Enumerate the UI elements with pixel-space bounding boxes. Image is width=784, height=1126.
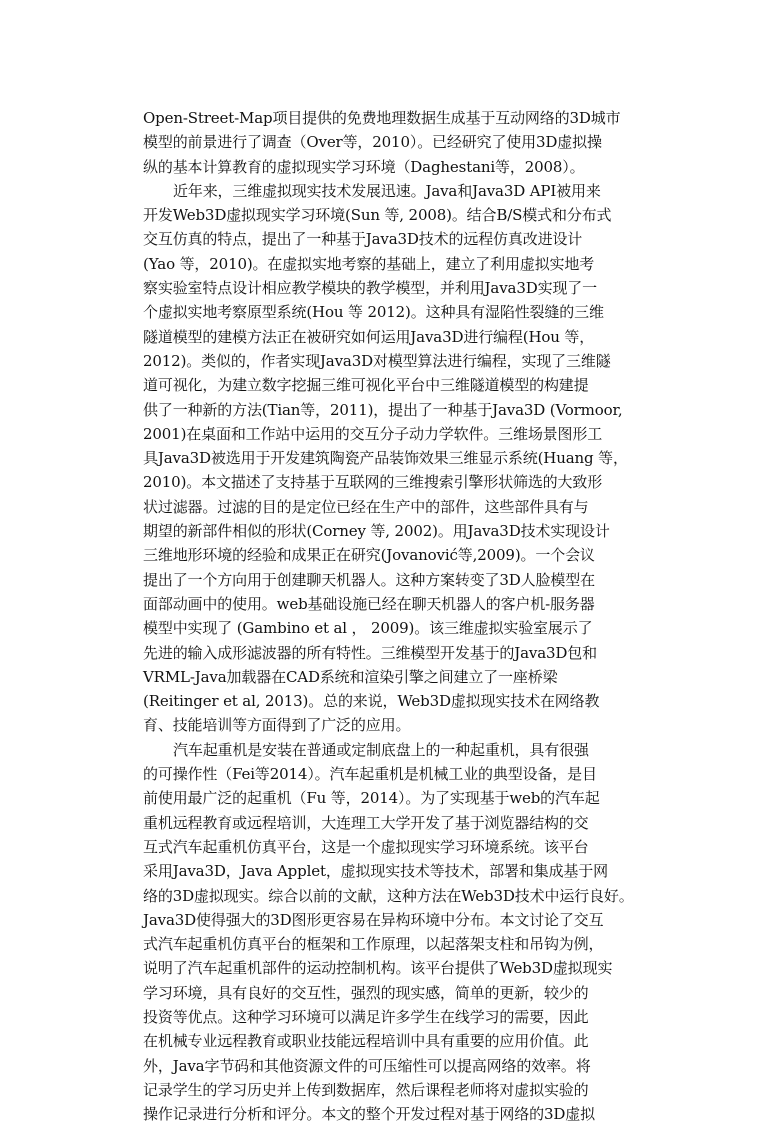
text-line: (Yao 等，2010)。在虚拟实地考察的基础上，建立了利用虚拟实地考 bbox=[143, 254, 595, 273]
paragraph-start-line: 近年来，三维虚拟现实技术发展迅速。Java和Java3D API被用来 bbox=[173, 181, 601, 200]
text-line: 状过滤器。过滤的目的是定位已经在生产中的部件，这些部件具有与 bbox=[143, 497, 589, 516]
text-line: 育、技能培训等方面得到了广泛的应用。 bbox=[143, 716, 411, 735]
text-line: 开发Web3D虚拟现实学习环境(Sun 等, 2008)。结合B/S模式和分布式 bbox=[143, 206, 612, 225]
text-line: VRML-Java加载器在CAD系统和渲染引擎之间建立了一座桥梁 bbox=[143, 667, 558, 686]
text-line: 采用Java3D，Java Applet，虚拟现实技术等技术，部署和集成基于网 bbox=[143, 862, 608, 881]
text-line: 2010)。本文描述了支持基于互联网的三维搜索引擎形状筛选的大致形 bbox=[143, 473, 603, 492]
text-line: 隧道模型的建模方法正在被研究如何运用Java3D进行编程(Hou 等， bbox=[143, 327, 595, 346]
text-line: 面部动画中的使用。web基础设施已经在聊天机器人的客户机-服务器 bbox=[143, 594, 595, 613]
paragraph-start-line: 汽车起重机是安装在普通或定制底盘上的一种起重机，具有很强 bbox=[173, 740, 589, 759]
text-line: 式汽车起重机仿真平台的框架和工作原理，以起落架支柱和吊钩为例， bbox=[143, 935, 604, 954]
text-line: 记录学生的学习历史并上传到数据库，然后课程老师将对虚拟实验的 bbox=[143, 1080, 589, 1099]
text-line: 察实验室特点设计相应教学模块的教学模型，并利用Java3D实现了一 bbox=[143, 279, 597, 298]
text-line: 交互仿真的特点，提出了一种基于Java3D技术的远程仿真改进设计 bbox=[143, 230, 583, 249]
document-page bbox=[143, 106, 663, 1126]
text-line: 提出了一个方向用于创建聊天机器人。这种方案转变了3D人脸模型在 bbox=[143, 570, 595, 589]
text-line: 2012)。类似的，作者实现Java3D对模型算法进行编程，实现了三维隧 bbox=[143, 351, 611, 370]
text-line: Open-Street-Map项目提供的免费地理数据生成基于互动网络的3D城市 bbox=[143, 109, 621, 127]
text-line: 2001)在桌面和工作站中运用的交互分子动力学软件。三维场景图形工 bbox=[143, 424, 603, 443]
text-line: 学习环境，具有良好的交互性，强烈的现实感，简单的更新，较少的 bbox=[143, 983, 589, 1002]
text-line: 的可操作性（Fei等2014）。汽车起重机是机械工业的典型设备，是目 bbox=[143, 765, 597, 784]
text-line: 投资等优点。这种学习环境可以满足许多学生在线学习的需要，因此 bbox=[143, 1007, 589, 1026]
text-line: 操作记录进行分析和评分。本文的整个开发过程对基于网络的3D虚拟 bbox=[143, 1105, 595, 1124]
text-line: 互式汽车起重机仿真平台，这是一个虚拟现实学习环境系统。该平台 bbox=[143, 837, 589, 856]
text-line: 具Java3D被选用于开发建筑陶瓷产品装饰效果三维显示系统(Huang 等， bbox=[143, 449, 628, 468]
text-line: 模型的前景进行了调查（Over等，2010）。已经研究了使用3D虚拟操 bbox=[143, 133, 602, 152]
text-line: 外，Java字节码和其他资源文件的可压缩性可以提高网络的效率。将 bbox=[143, 1056, 591, 1075]
text-line: 道可视化，为建立数字挖掘三维可视化平台中三维隧道模型的构建提 bbox=[143, 376, 589, 395]
text-line: 个虚拟实地考察原型系统(Hou 等 2012)。这种具有湿陷性裂缝的三维 bbox=[143, 303, 604, 322]
text-line: 重机远程教育或远程培训，大连理工大学开发了基于浏览器结构的交 bbox=[143, 813, 589, 832]
text-line: 期望的新部件相似的形状(Corney 等, 2002)。用Java3D技术实现设计 bbox=[143, 522, 610, 541]
text-line: 前使用最广泛的起重机（Fu 等，2014）。为了实现基于web的汽车起 bbox=[143, 789, 600, 808]
text-line: 络的3D虚拟现实。综合以前的文献，这种方法在Web3D技术中运行良好。 bbox=[143, 886, 634, 905]
text-line: 在机械专业远程教育或职业技能远程培训中具有重要的应用价值。此 bbox=[143, 1032, 589, 1051]
text-line: 模型中实现了 (Gambino et al ， 2009)。该三维虚拟实验室展示了 bbox=[143, 619, 593, 638]
text-line: 说明了汽车起重机部件的运动控制机构。该平台提供了Web3D虚拟现实 bbox=[143, 959, 613, 978]
text-line: 三维地形环境的经验和成果正在研究(Jovanović等,2009)。一个会议 bbox=[143, 546, 595, 565]
text-line: 先进的输入成形滤波器的所有特性。三维模型开发基于的Java3D包和 bbox=[143, 643, 597, 662]
text-line: (Reitinger et al, 2013)。总的来说，Web3D虚拟现实技术在网络教 bbox=[143, 692, 600, 711]
text-line: Java3D使得强大的3D图形更容易在异构环境中分布。本文讨论了交互 bbox=[143, 910, 604, 929]
text-line: 供了一种新的方法(Tian等，2011)，提出了一种基于Java3D (Vormoor, bbox=[143, 400, 623, 419]
text-line: 纵的基本计算教育的虚拟现实学习环境（Daghestani等，2008）。 bbox=[143, 157, 585, 176]
